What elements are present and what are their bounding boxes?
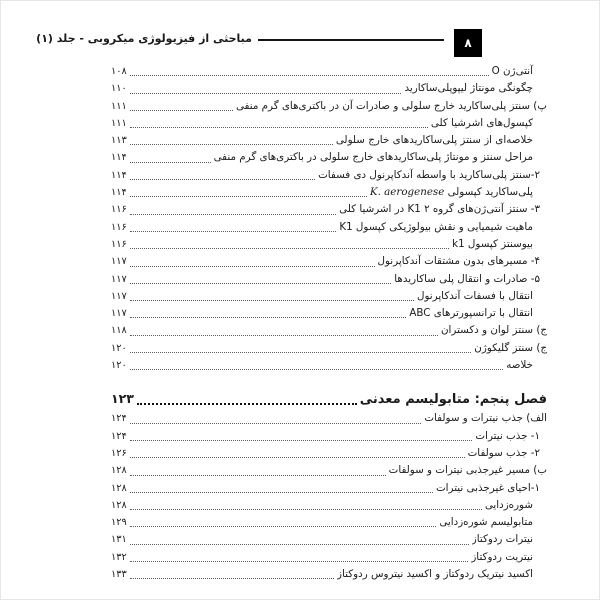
toc-entry <box>111 167 547 184</box>
toc-entry-page: ۱۱۴ <box>111 152 127 164</box>
toc-entry-page: ۱۰۸ <box>111 66 127 77</box>
toc-entry-title: خلاصه‌ای از سنتز پلی‌ساکاریدهای خارج سلولی <box>335 134 533 147</box>
toc-entry-title: متابولیسم شوره‌زدایی <box>439 516 533 529</box>
dot-leader <box>130 492 433 493</box>
dot-leader <box>130 457 465 458</box>
dot-leader <box>130 544 469 545</box>
toc-entry <box>111 357 547 374</box>
dot-leader <box>130 266 375 267</box>
toc-entry-title: آنتی‌ژن O <box>491 65 533 77</box>
toc-entry-page: ۱۳۱ <box>111 534 127 546</box>
toc-entry-page: ۱۱۴ <box>111 187 127 199</box>
toc-entry-page: ۱۳۲ <box>111 551 127 563</box>
toc-entry-page: ۱۱۴ <box>111 169 127 181</box>
toc-entry <box>111 566 547 583</box>
dot-leader <box>130 300 414 301</box>
toc-entry-title: ۱-احیای غیرجذبی نیترات <box>435 481 540 494</box>
chapter-title: فصل پنجم: متابولیسم معدنی <box>359 392 547 408</box>
toc-entry-title: انتقال با ترانسپورترهای ABC <box>409 307 533 320</box>
toc-entry-page: ۱۱۷ <box>111 273 127 285</box>
toc-entry <box>111 549 547 566</box>
dot-leader <box>130 144 333 145</box>
dot-leader <box>130 162 211 163</box>
toc-entry <box>111 184 547 201</box>
toc-entry <box>111 514 547 531</box>
toc-entry-title: ماهیت شیمیایی و نقش بیولوژیکی کپسول K1 <box>339 220 533 233</box>
toc-entry-title: بیوسنتز کپسول k1 <box>452 237 533 250</box>
toc-entry-title: انتقال با فسفات آندکاپرنول <box>416 289 533 302</box>
toc-entry-title: اکسید نیتریک ردوکتاز و اکسید نیتروس ردوکتاز <box>337 568 533 581</box>
toc-entry-title: کپسول‌های اشرشیا کلی <box>430 116 533 129</box>
toc-entry <box>111 219 547 236</box>
toc-entry-title: ج) سنتز گلیکوژن <box>474 341 547 354</box>
toc-entry <box>111 132 547 149</box>
toc-entry <box>111 63 547 80</box>
toc-entry-page: ۱۲۴ <box>111 413 127 425</box>
toc-entry-title: الف) جذب نیترات و سولفات <box>424 412 547 425</box>
toc-entry <box>111 410 547 427</box>
dot-leader <box>130 440 473 441</box>
toc-entry <box>111 271 547 288</box>
toc-entry-page: ۱۱۸ <box>111 325 127 337</box>
toc-entry-page: ۱۱۱ <box>111 117 127 129</box>
running-head: مباحثی از فیزیولوژی میکروبی - جلد (۱) <box>36 32 252 45</box>
toc-entry-title: مراحل سنتز و مونتاژ پلی‌ساکاریدهای خارج سلولی در باکتری‌های گرم منفی <box>213 151 533 164</box>
toc-entry <box>111 80 547 97</box>
toc-entry-page: ۱۱۰ <box>111 83 127 95</box>
toc-entry-page: ۱۱۷ <box>111 256 127 268</box>
toc-entry-title: پ) سنتز پلی‌ساکارید خارج سلولی و صادرات آن در باکتری‌های گرم منفی <box>235 99 547 112</box>
dot-leader <box>130 179 315 180</box>
dot-leader <box>130 561 469 562</box>
toc-entry <box>111 288 547 305</box>
dot-leader <box>130 75 489 76</box>
chapter-heading-row <box>111 388 547 410</box>
toc-entry <box>111 201 547 218</box>
dot-leader <box>130 127 428 128</box>
toc-entry <box>111 149 547 166</box>
toc-entry-page: ۱۲۴ <box>111 430 127 442</box>
toc-entry-page: ۱۱۳ <box>111 135 127 147</box>
toc-entry <box>111 305 547 322</box>
toc-entry <box>111 322 547 339</box>
toc-section <box>111 63 547 374</box>
toc-entry-title: ۱- جذب نیترات <box>475 429 540 442</box>
toc-entry-title: ج) سنتز لوان و دکستران <box>440 324 547 337</box>
toc-entry-page: ۱۲۹ <box>111 517 127 529</box>
dot-leader <box>130 248 449 249</box>
toc-entry-page: ۱۲۰ <box>111 342 127 354</box>
chapter-page: ۱۲۳ <box>111 391 134 407</box>
header-rule <box>258 39 444 41</box>
toc-entry <box>111 98 547 115</box>
dot-leader <box>130 214 336 215</box>
dot-leader <box>130 423 422 424</box>
dot-leader <box>130 578 334 579</box>
toc-entry-title: نیترات ردوکتاز <box>471 533 533 546</box>
toc-entry-title: خلاصه <box>506 359 533 372</box>
toc-entry <box>111 236 547 253</box>
toc-entry <box>111 445 547 462</box>
toc <box>111 63 547 583</box>
toc-entry-page: ۱۱۶ <box>111 204 127 216</box>
toc-entry-title: ۳- سنتز آنتی‌ژن‌های گروه ۲ K1 در اشرشیا کلی <box>339 203 540 216</box>
toc-entry-page: ۱۱۱ <box>111 100 127 112</box>
dot-leader <box>130 231 337 232</box>
toc-entry-title: ۲-سنتز پلی‌ساکارید با واسطه آندکاپرنول دی فسفات <box>318 168 540 181</box>
toc-entry-page: ۱۱۷ <box>111 290 127 302</box>
page-number-badge <box>454 29 482 57</box>
toc-entry-page: ۱۳۳ <box>111 569 127 581</box>
toc-entry-page: ۱۲۸ <box>111 499 127 511</box>
toc-entry-page: ۱۲۸ <box>111 465 127 477</box>
toc-entry <box>111 428 547 445</box>
dot-leader <box>130 369 503 370</box>
toc-entry <box>111 480 547 497</box>
toc-entry-page: ۱۱۶ <box>111 221 127 233</box>
toc-entry-page: ۱۱۷ <box>111 308 127 320</box>
toc-entry-title: ۵- صادرات و انتقال پلی ساکاریدها <box>394 272 540 285</box>
toc-entry <box>111 253 547 270</box>
toc-entry <box>111 115 547 132</box>
toc-entry-title: شوره‌زدایی <box>484 498 533 511</box>
toc-entry-page: ۱۲۶ <box>111 447 127 459</box>
toc-entry-title: ۲- جذب سولفات <box>467 446 540 459</box>
toc-entry-title: پلی‌ساکارید کپسولی K. aerogenese <box>369 186 533 199</box>
toc-entry-title: ب) مسیر غیرجذبی نیترات و سولفات <box>388 464 547 477</box>
toc-entry-page: ۱۱۶ <box>111 238 127 250</box>
dot-leader <box>130 283 391 284</box>
toc-entry-title: نیتریت ردوکتاز <box>471 550 533 563</box>
toc-entry <box>111 531 547 548</box>
dot-leader <box>130 110 233 111</box>
dot-leader <box>130 526 437 527</box>
dot-leader <box>137 403 357 405</box>
toc-entry <box>111 497 547 514</box>
dot-leader <box>130 93 402 94</box>
toc-section <box>111 388 547 583</box>
toc-entry-page: ۱۲۰ <box>111 360 127 372</box>
toc-entry <box>111 340 547 357</box>
dot-leader <box>130 475 386 476</box>
dot-leader <box>130 352 472 353</box>
toc-entry-title: ۴- مسیرهای بدون مشتقات آندکاپرنول <box>377 255 540 268</box>
toc-entry-title: چگونگی مونتاژ لیپوپلی‌ساکارید <box>404 82 533 95</box>
dot-leader <box>130 335 438 336</box>
dot-leader <box>130 196 367 197</box>
toc-entry <box>111 462 547 479</box>
dot-leader <box>130 509 482 510</box>
toc-entry-page: ۱۲۸ <box>111 482 127 494</box>
page-number: ۸ <box>464 36 472 50</box>
dot-leader <box>130 317 407 318</box>
